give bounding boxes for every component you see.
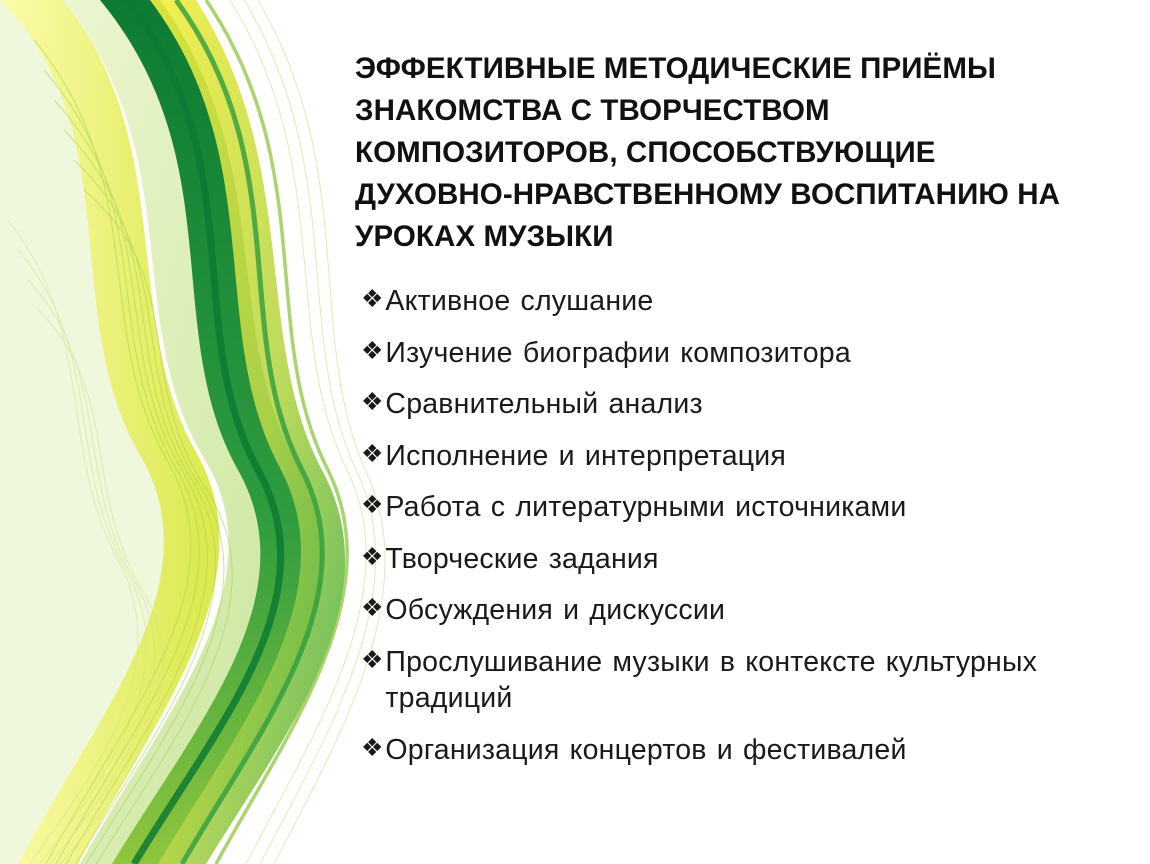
list-item-label: Сравнительный анализ [385,388,703,421]
list-item [355,335,1115,371]
list-item [355,541,1115,577]
diamond-bullet-icon: ❖ [361,491,384,520]
slide-content [355,0,1135,864]
list-item [355,489,1115,525]
list-item [355,644,1115,717]
list-item-label: Работа с литературными источниками [385,491,907,524]
list-item [355,386,1115,422]
diamond-bullet-icon: ❖ [361,542,384,571]
list-item-label: Прослушивание музыки в контексте культурных традиций [385,645,1038,715]
list-item-label: Обсуждения и дискуссии [385,594,726,627]
list-item [355,283,1115,319]
diamond-bullet-icon: ❖ [361,645,384,674]
slide-title: ЭФФЕКТИВНЫЕ МЕТОДИЧЕСКИЕ ПРИЁМЫ ЗНАКОМСТВА С ТВОРЧЕСТВОМ КОМПОЗИТОРОВ, СПОСОБСТВУЮЩИЕ ДУХОВНО-НРАВСТВЕННОМУ ВОСПИТАНИЮ НА УРОКАХ МУЗЫКИ [355,52,1061,253]
list-item-label: Организация концертов и фестивалей [385,733,907,766]
list-item-label: Творческие задания [385,542,659,575]
diamond-bullet-icon: ❖ [361,439,384,468]
diamond-bullet-icon: ❖ [361,388,384,417]
list-item [355,438,1115,474]
bullet-list [355,257,1115,768]
list-item-label: Активное слушание [385,285,654,318]
list-item [355,592,1115,628]
list-item [355,732,1115,768]
diamond-bullet-icon: ❖ [361,594,384,623]
diamond-bullet-icon: ❖ [361,285,384,314]
list-item-label: Исполнение и интерпретация [385,439,787,472]
list-item-label: Изучение биографии композитора [385,336,851,369]
diamond-bullet-icon: ❖ [361,733,384,762]
diamond-bullet-icon: ❖ [361,336,384,365]
